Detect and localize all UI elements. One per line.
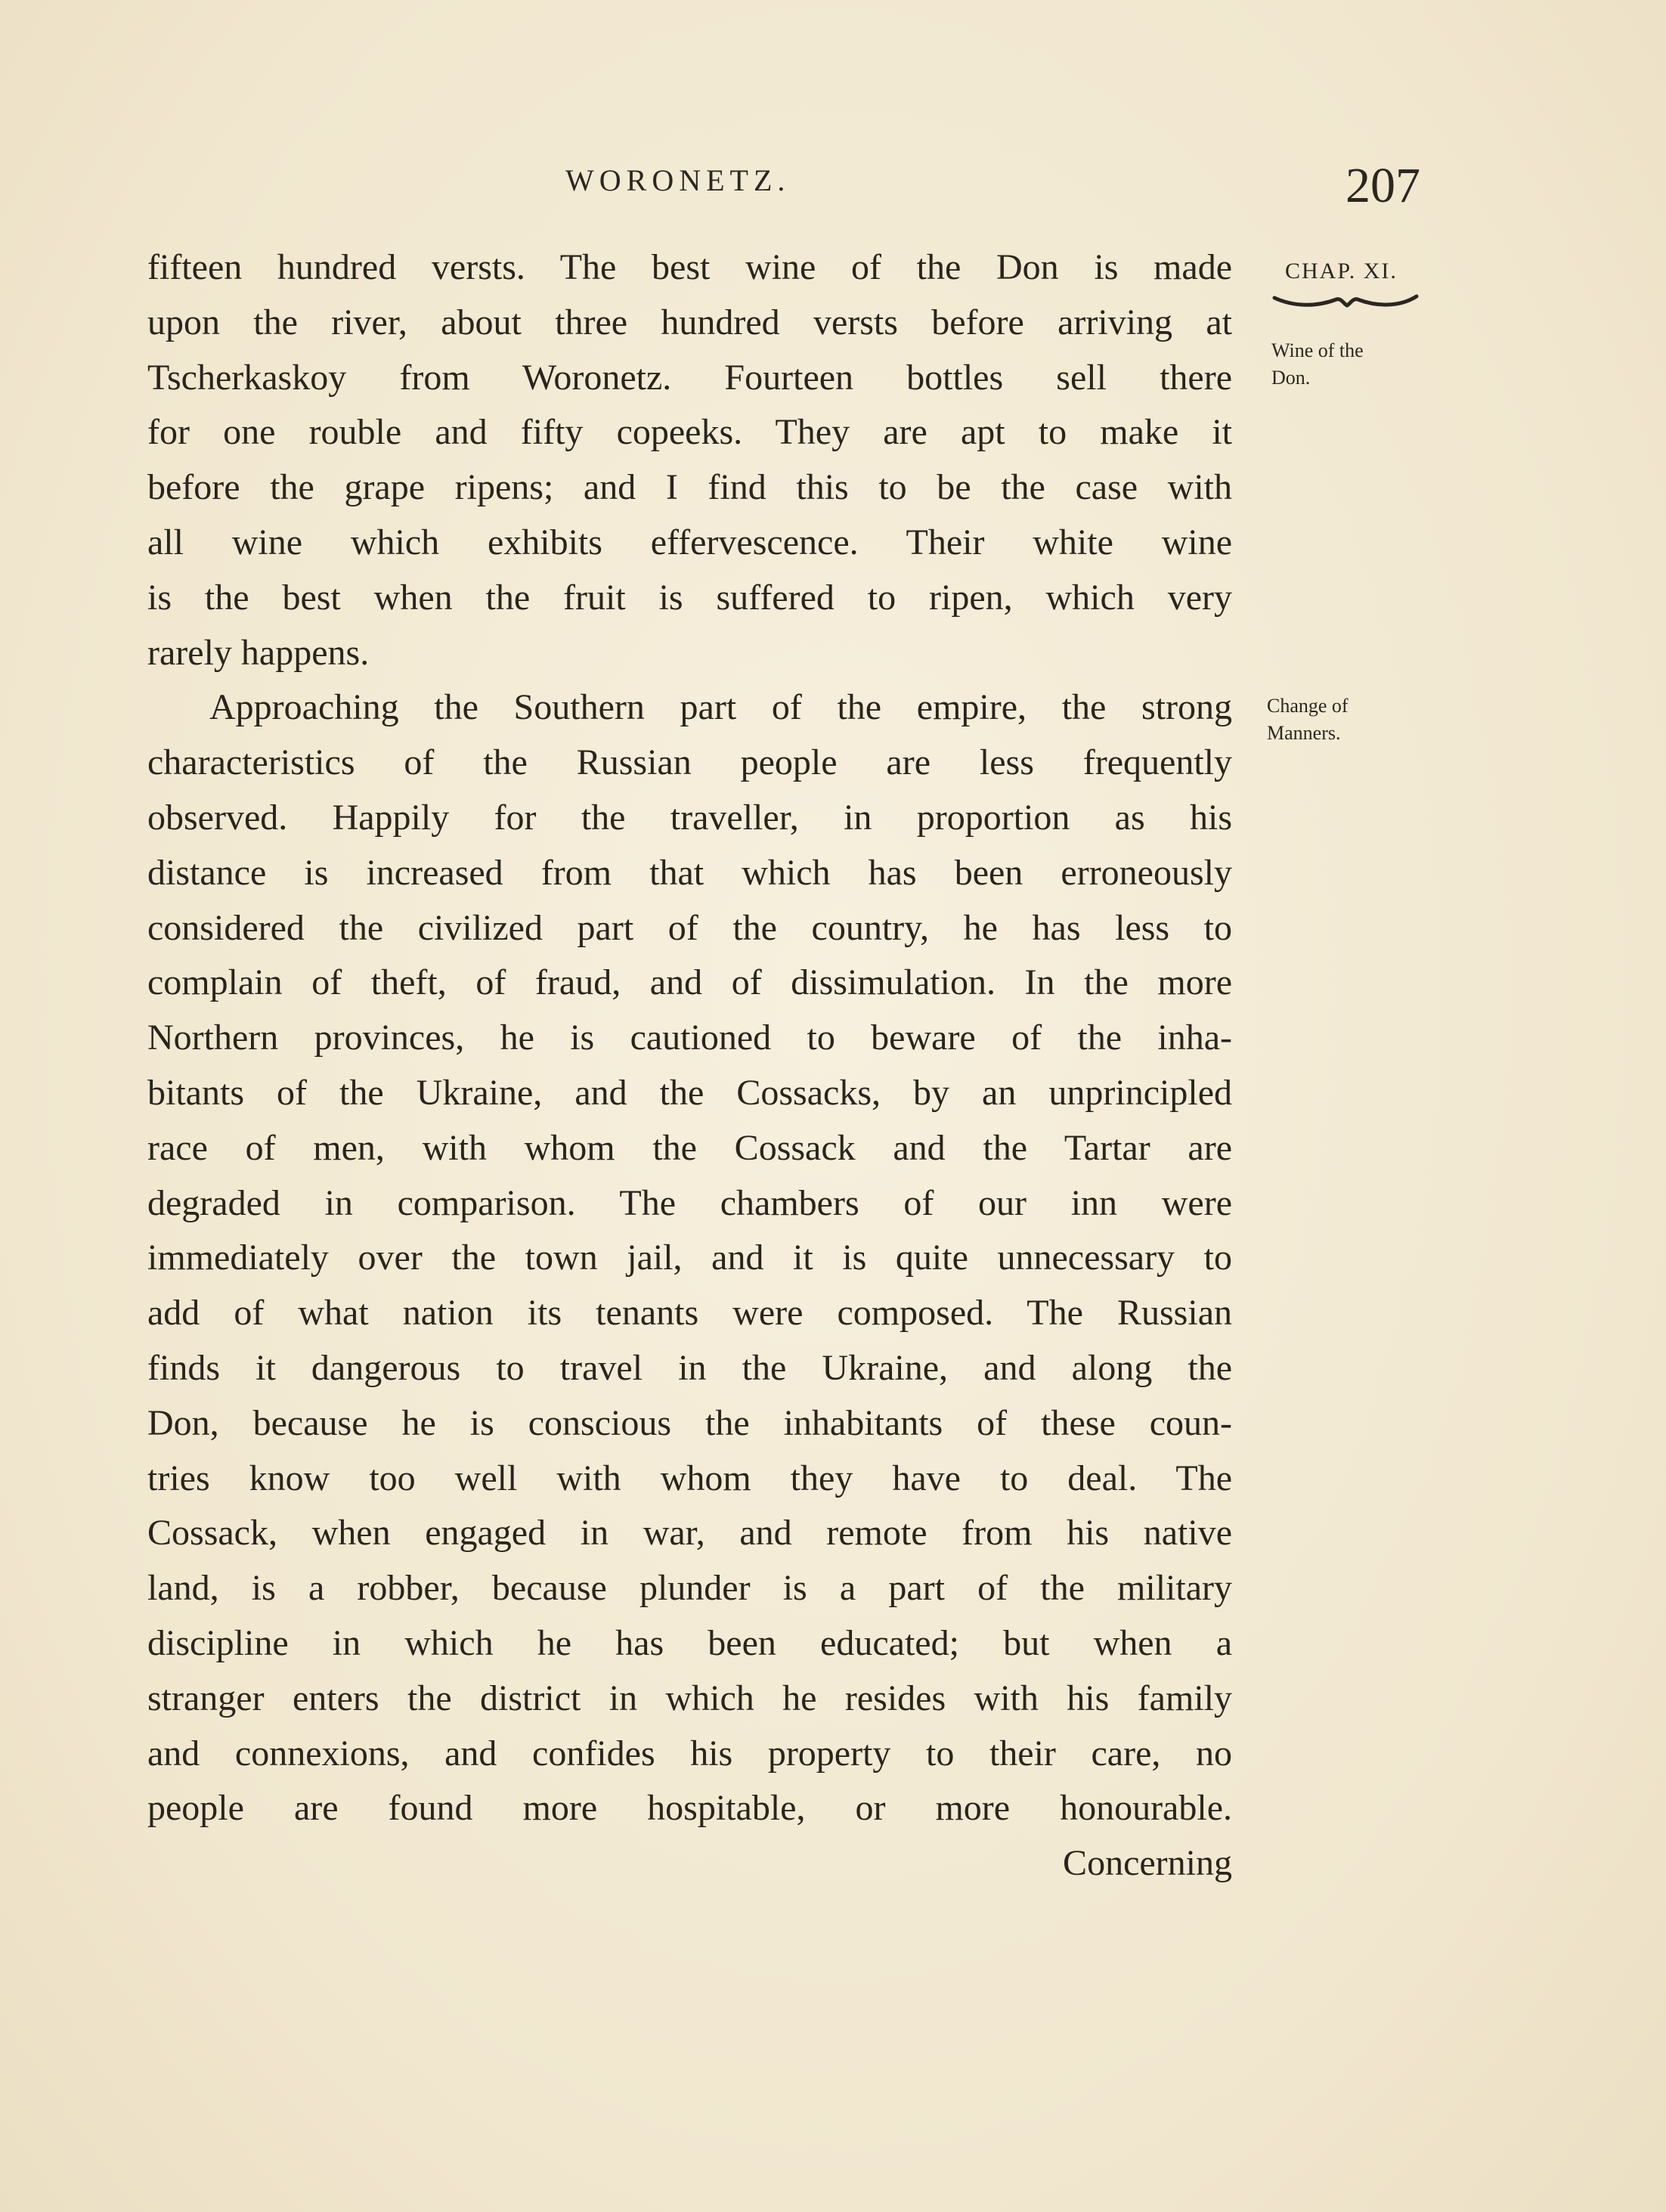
text-line: distance is increased from that which has been erroneously: [147, 852, 1232, 893]
text-line: Cossack, when engaged in war, and remote from his native: [147, 1513, 1232, 1554]
chapter-flourish-ornament: [1271, 290, 1420, 311]
text-line: degraded in comparison. The chambers of our inn were: [147, 1182, 1232, 1223]
text-line: characteristics of the Russian people are less frequently: [147, 742, 1232, 783]
text-line: bitants of the Ukraine, and the Cossacks, by an unprincipled: [147, 1072, 1232, 1113]
page-number: 207: [1345, 158, 1420, 213]
text-line: and connexions, and confides his property to their care, no: [147, 1733, 1232, 1774]
margin-note-line: Manners.: [1267, 722, 1341, 744]
text-line: people are found more hospitable, or more honourable.: [147, 1788, 1232, 1829]
margin-note-line: Don.: [1271, 367, 1311, 389]
margin-note-change-of-manners: [1267, 692, 1349, 747]
text-line: race of men, with whom the Cossack and the Tartar are: [147, 1127, 1232, 1168]
text-line: land, is a robber, because plunder is a part of the military: [147, 1568, 1232, 1609]
text-line: add of what nation its tenants were composed. The Russian: [147, 1293, 1232, 1334]
text-line: upon the river, about three hundred versts before arriving at: [147, 302, 1232, 342]
text-line: observed. Happily for the traveller, in proportion as his: [147, 797, 1232, 838]
text-line: fifteen hundred versts. The best wine of the Don is made: [147, 247, 1232, 287]
text-line: all wine which exhibits effervescence. Their white wine: [147, 522, 1232, 562]
text-line: rarely happens.: [147, 632, 370, 673]
body-text: [147, 240, 1232, 1891]
running-title: WORONETZ.: [565, 163, 791, 197]
text-line: Northern provinces, he is cautioned to beware of the inha-: [147, 1018, 1232, 1058]
text-line: finds it dangerous to travel in the Ukraine, and along the: [147, 1347, 1232, 1388]
text-line: considered the civilized part of the country, he has less to: [147, 907, 1232, 948]
text-line: Tscherkaskoy from Woronetz. Fourteen bottles sell there: [147, 357, 1232, 398]
text-line: discipline in which he has been educated; but when a: [147, 1622, 1232, 1663]
text-line: before the grape ripens; and I find this to be the case with: [147, 467, 1232, 508]
paragraph-first-line: Approaching the Southern part of the empire, the strong: [209, 687, 1232, 728]
margin-note-wine-of-the-don: [1271, 337, 1364, 392]
text-line: is the best when the fruit is suffered to ripen, which very: [147, 577, 1232, 618]
text-line: immediately over the town jail, and it is quite unnecessary to: [147, 1238, 1232, 1278]
margin-note-line: Change of: [1267, 695, 1349, 717]
catchword: Concerning: [1063, 1843, 1232, 1884]
margin-note-line: Wine of the: [1271, 339, 1364, 361]
chapter-label: CHAP. XI.: [1285, 259, 1398, 283]
text-line: stranger enters the district in which he resides with his family: [147, 1678, 1232, 1718]
text-line: for one rouble and fifty copeeks. They are apt to make it: [147, 412, 1232, 453]
text-line: tries know too well with whom they have to deal. The: [147, 1458, 1232, 1498]
text-line: complain of theft, of fraud, and of dissimulation. In the more: [147, 962, 1232, 1003]
text-line: Don, because he is conscious the inhabitants of these coun-: [147, 1402, 1232, 1443]
